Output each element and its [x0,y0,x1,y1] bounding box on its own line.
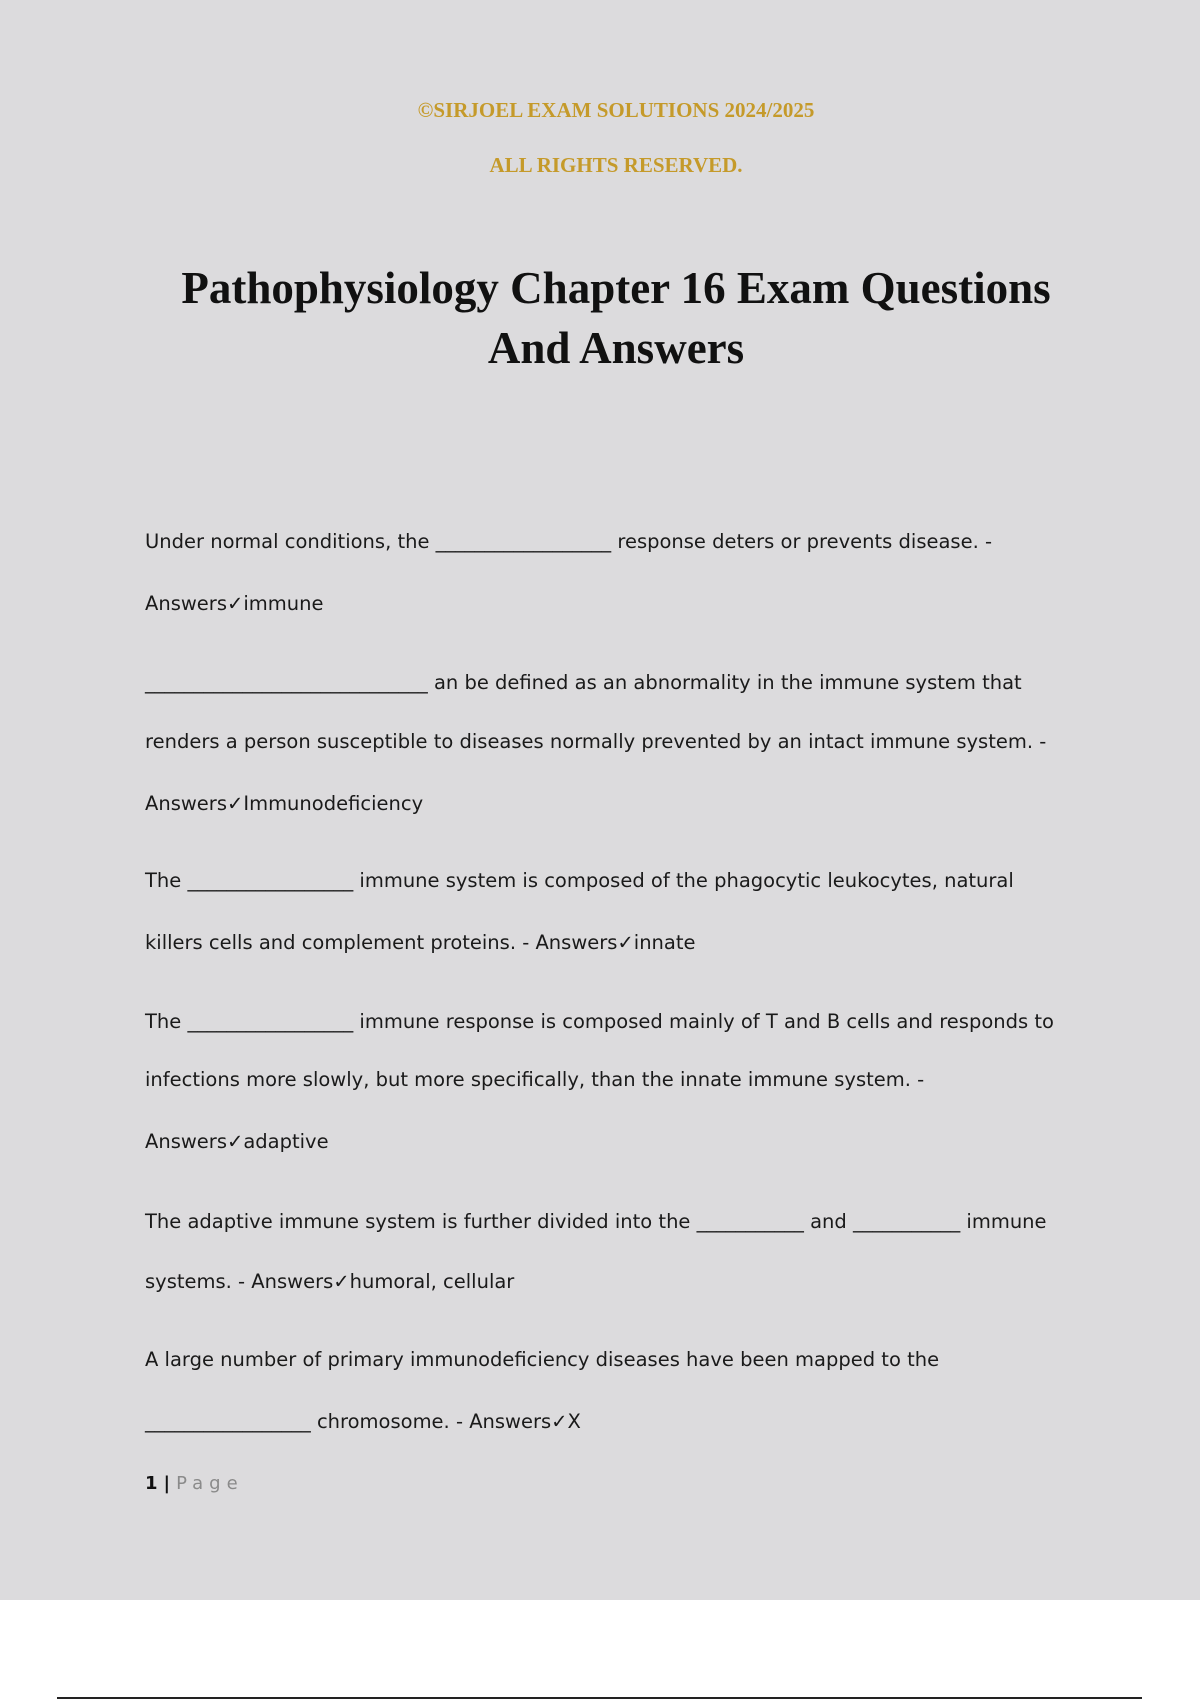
question-line: The _________________ immune response is composed mainly of T and B cells and responds to [145,1010,1054,1033]
answer-line: Answers✓adaptive [145,1130,329,1153]
answer-line: Answers✓Immunodeficiency [145,792,424,815]
question-line: The adaptive immune system is further divided into the ___________ and ___________ immune [145,1210,1047,1233]
copyright-header: ©SIRJOEL EXAM SOLUTIONS 2024/2025 [417,98,815,122]
question-line: _____________________________ an be defined as an abnormality in the immune system that [145,671,1022,694]
question-line: infections more slowly, but more specifically, than the innate immune system. - [145,1068,925,1091]
rights-reserved-header: ALL RIGHTS RESERVED. [489,153,743,177]
page-divider [57,1697,1142,1699]
answer-line: _________________ chromosome. - Answers✓X [145,1410,581,1433]
question-line: renders a person susceptible to diseases normally prevented by an intact immune system. - [145,730,1047,753]
question-line: The _________________ immune system is composed of the phagocytic leukocytes, natural [145,869,1014,892]
question-line: Under normal conditions, the __________________ response deters or prevents disease. - [145,530,993,553]
title-line-1: Pathophysiology Chapter 16 Exam Questions [181,263,1051,313]
answer-line: killers cells and complement proteins. - Answers✓innate [145,931,696,954]
page-number: 1 [145,1473,158,1494]
page-separator: | [163,1473,171,1494]
answer-line: systems. - Answers✓humoral, cellular [145,1270,515,1293]
page-footer [145,1473,244,1494]
page-label: Page [176,1473,244,1494]
question-line: A large number of primary immunodeficiency diseases have been mapped to the [145,1348,940,1371]
title-line-2: And Answers [487,323,745,373]
answer-line: Answers✓immune [145,592,324,615]
document-title [120,258,1112,378]
